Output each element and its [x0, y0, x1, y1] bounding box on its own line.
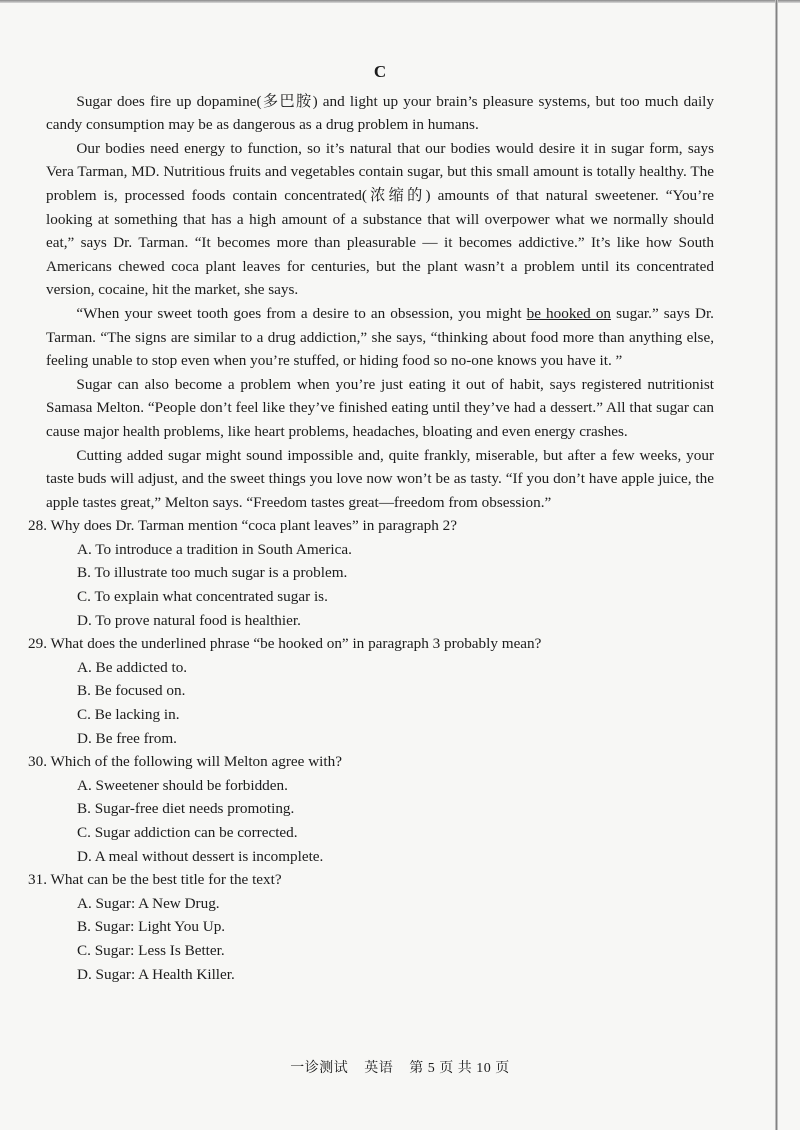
option-c: C. Sugar addiction can be corrected. — [77, 824, 298, 841]
underlined-phrase: be hooked on — [526, 304, 612, 322]
option-a: A. Be addicted to. — [77, 658, 188, 676]
option-c: C. To explain what concentrated sugar is. — [77, 588, 328, 606]
paragraph-3-end: sugar.” says Dr. Tarman. “The signs are similar to a drug addiction,” she says, “thinking about food more than anything else, feeling unable to stop even when you’re stuffed, or hiding food so no-one knows you have it. ” — [46, 304, 714, 370]
exam-page — [28, 60, 714, 986]
option-c: C. Sugar: Less Is Better. — [77, 941, 225, 959]
option-d: D. Be free from. — [77, 729, 177, 747]
option-b: B. To illustrate too much sugar is a problem. — [77, 564, 348, 582]
question-list — [28, 514, 714, 986]
page-footer — [0, 1057, 800, 1077]
paragraph-2: Our bodies need energy to function, so it’s natural that our bodies would desire it in sugar form, says Vera Tarman, MD. Nutritious fruits and vegetables contain sugar, but this small amount is totally healthy. The problem is, processed foods contain concentrated(浓缩的) amounts of that natural sweetener. “You’re looking at something that has a high amount of a substance that will overpower what we normally should eat,” says Dr. Tarman. “It becomes more than pleasurable — it becomes addictive.” It’s like how South Americans chewed coca plant leaves for centuries, but the plant wasn’t a problem until its concentrated version, cocaine, hit the market, she says. — [46, 139, 714, 299]
option-a: A. Sweetener should be forbidden. — [77, 776, 288, 794]
option-a: A. Sugar: A New Drug. — [77, 894, 220, 912]
option-c: C. Be lacking in. — [77, 706, 180, 724]
question-30 — [28, 750, 714, 868]
scan-edge-top — [0, 0, 800, 3]
paragraph-4: Sugar can also become a problem when you’re just eating it out of habit, says registered nutritionist Samasa Melton. “People don’t feel like they’ve finished eating until they’ve had a dessert.” All that sugar can cause major health problems, like heart problems, headaches, bloating and even energy crashes. — [46, 375, 714, 440]
reading-passage — [46, 90, 714, 515]
scan-edge-right — [775, 0, 778, 1130]
paragraph-3 — [46, 302, 714, 373]
question-31 — [28, 868, 714, 986]
option-b: B. Sugar-free diet needs promoting. — [77, 800, 295, 818]
exam-name: 一诊测试 — [290, 1061, 349, 1076]
question-28 — [28, 514, 714, 632]
option-b: B. Be focused on. — [77, 682, 186, 700]
question-stem: 28. Why does Dr. Tarman mention “coca plant leaves” in paragraph 2? — [28, 517, 457, 535]
page-number: 第 5 页 共 10 页 — [409, 1061, 510, 1076]
option-a: A. To introduce a tradition in South America. — [77, 540, 352, 558]
question-stem: 29. What does the underlined phrase “be hooked on” in paragraph 3 probably mean? — [28, 635, 542, 653]
question-stem: 31. What can be the best title for the text? — [28, 871, 282, 889]
subject-name: 英语 — [364, 1061, 394, 1076]
paragraph-1: Sugar does fire up dopamine(多巴胺) and light up your brain’s pleasure systems, but too much daily candy consumption may be as dangerous as a drug problem in humans. — [46, 92, 714, 134]
option-d: D. Sugar: A Health Killer. — [77, 965, 235, 983]
section-heading: C — [373, 62, 387, 81]
question-29 — [28, 632, 714, 750]
question-stem: 30. Which of the following will Melton agree with? — [28, 753, 342, 771]
option-d: D. A meal without dessert is incomplete. — [77, 847, 324, 865]
option-d: D. To prove natural food is healthier. — [77, 611, 301, 629]
paragraph-3-start: “When your sweet tooth goes from a desire to an obsession, you might — [76, 304, 527, 322]
paragraph-5: Cutting added sugar might sound impossible and, quite frankly, miserable, but after a few weeks, your taste buds will adjust, and the sweet things you love now won’t be as tasty. “If you don’t have apple juice, the apple tastes great,” Melton says. “Freedom tastes great—freedom from obsession.” — [46, 446, 714, 511]
option-b: B. Sugar: Light You Up. — [77, 918, 226, 936]
